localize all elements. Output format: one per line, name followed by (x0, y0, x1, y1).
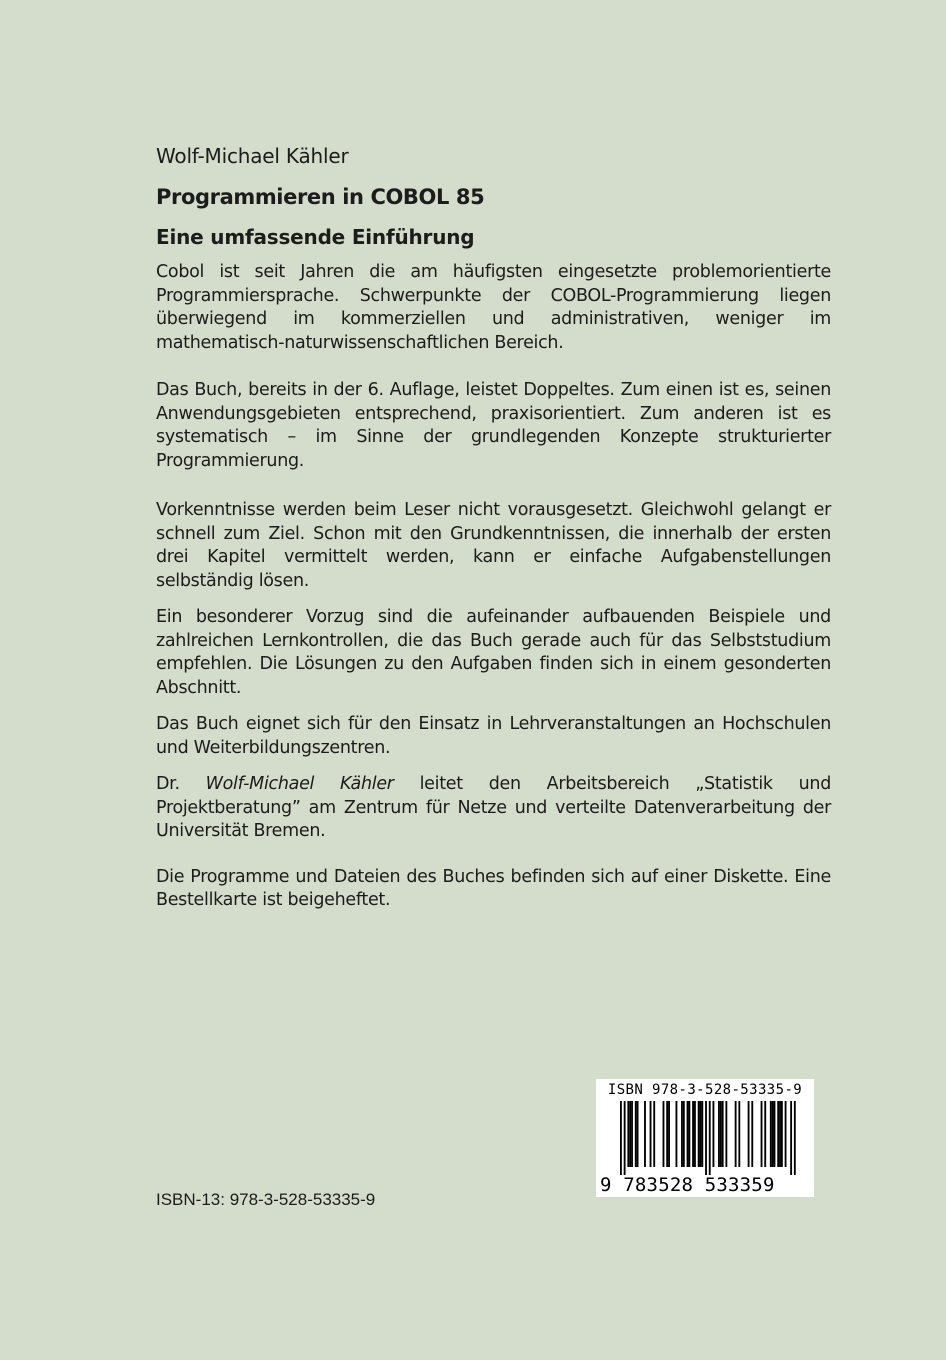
barcode-bar (627, 1101, 629, 1167)
barcode-bar (785, 1101, 787, 1167)
author-bio-prefix: Dr. (156, 774, 180, 794)
barcode-bar (718, 1101, 720, 1167)
barcode-bar (751, 1101, 753, 1167)
diskette-note-paragraph: Die Programme und Dateien des Buches befinden sich auf einer Diskette. Eine Bestellkarte ist beigeheftet. (156, 866, 831, 910)
barcode-bar (668, 1101, 670, 1167)
barcode-bar (774, 1101, 776, 1167)
barcode-bar (725, 1101, 727, 1167)
author-bio-paragraph (156, 773, 831, 844)
barcode-bar (624, 1101, 626, 1175)
barcode-bar (772, 1101, 774, 1167)
barcode-bar (713, 1101, 715, 1167)
barcode-bar (709, 1101, 711, 1175)
barcode-bar (653, 1101, 655, 1167)
barcode-bar (635, 1101, 637, 1167)
author-bio-text: leitet den Arbeitsbereich „Statistik und Projektberatung” am Zentrum für Netze und verteilte Datenverarbeitung der Universität Bremen. (156, 774, 832, 841)
barcode-bar (701, 1101, 703, 1167)
barcode-bar (650, 1101, 652, 1167)
barcode-bars (596, 1101, 814, 1177)
back-cover-text (156, 142, 831, 913)
barcode-bar (761, 1101, 763, 1167)
book-title: Programmieren in COBOL 85 (156, 185, 485, 209)
author-bio-name: Wolf-Michael Kähler (205, 774, 394, 794)
barcode-bar (663, 1101, 665, 1167)
barcode-bar (748, 1101, 750, 1167)
barcode-bar (698, 1101, 700, 1167)
barcode-isbn-text: ISBN 978-3-528-53335-9 (607, 1082, 803, 1098)
barcode-bar (794, 1101, 796, 1175)
barcode-bar (738, 1101, 740, 1167)
barcode-bar (692, 1101, 694, 1167)
barcode-bar (705, 1101, 707, 1175)
barcode-bar (676, 1101, 678, 1167)
book-subtitle: Eine umfassende Einführung (156, 225, 475, 249)
barcode-bar (720, 1101, 722, 1167)
barcode-bar (764, 1101, 766, 1167)
barcode-bar (681, 1101, 683, 1167)
barcode-bar (735, 1101, 737, 1167)
barcode-bar (779, 1101, 781, 1167)
barcode-bar (666, 1101, 668, 1167)
barcode-bar (629, 1101, 631, 1167)
description-paragraph-3: Vorkenntnisse werden beim Leser nicht vorausgesetzt. Gleichwohl gelangt er schnell zum Ziel. Schon mit den Grundkenntnissen, die innerhalb der ersten drei Kapitel vermittelt werden, kann er einfache Aufgabenstellungen selbständig lösen. (156, 500, 831, 591)
barcode-bar (694, 1101, 696, 1167)
barcode-bar (722, 1101, 724, 1167)
barcode-bar (637, 1101, 639, 1167)
barcode-bar (644, 1101, 646, 1167)
barcode-bar (781, 1101, 783, 1167)
barcode-bar (770, 1101, 772, 1167)
description-paragraph-4: Ein besonderer Vorzug sind die aufeinander aufbauenden Beispiele und zahlreichen Lernkontrollen, die das Buch gerade auch für das Selbststudium empfehlen. Die Lösungen zu den Aufgaben finden sich in einem gesonderten Abschnitt. (156, 607, 831, 698)
barcode-bar (700, 1101, 702, 1167)
barcode-bar (777, 1101, 779, 1167)
barcode-bar (688, 1101, 690, 1167)
author-name: Wolf-Michael Kähler (156, 144, 349, 168)
isbn-barcode (596, 1079, 814, 1197)
barcode-digits: 9 783528 533359 (600, 1174, 775, 1196)
isbn-13-label: ISBN-13: 978-3-528-53335-9 (156, 1190, 376, 1209)
barcode-bar (687, 1101, 689, 1167)
barcode-bar (631, 1101, 633, 1167)
barcode-bar (620, 1101, 622, 1175)
barcode-bar (683, 1101, 685, 1167)
description-paragraph-1: Cobol ist seit Jahren die am häufigsten eingesetzte problemorientierte Programmiersprache. Schwerpunkte der COBOL-Programmierung liegen überwiegend im kommerziellen und administrativen, weniger im mathematisch-naturwissenschaftlichen Bereich. (156, 262, 831, 353)
description-paragraph-2: Das Buch, bereits in der 6. Auflage, leistet Doppeltes. Zum einen ist es, seinen Anwendungsgebieten entsprechend, praxisorientiert. Zum anderen ist es systematisch – im Sinne der grundlegenden Konzepte strukturierter Programmierung. (156, 380, 831, 471)
barcode-bar (790, 1101, 792, 1175)
description-paragraph-5: Das Buch eignet sich für den Einsatz in Lehrveranstaltungen an Hochschulen und Weiterbildungszentren. (156, 714, 831, 758)
